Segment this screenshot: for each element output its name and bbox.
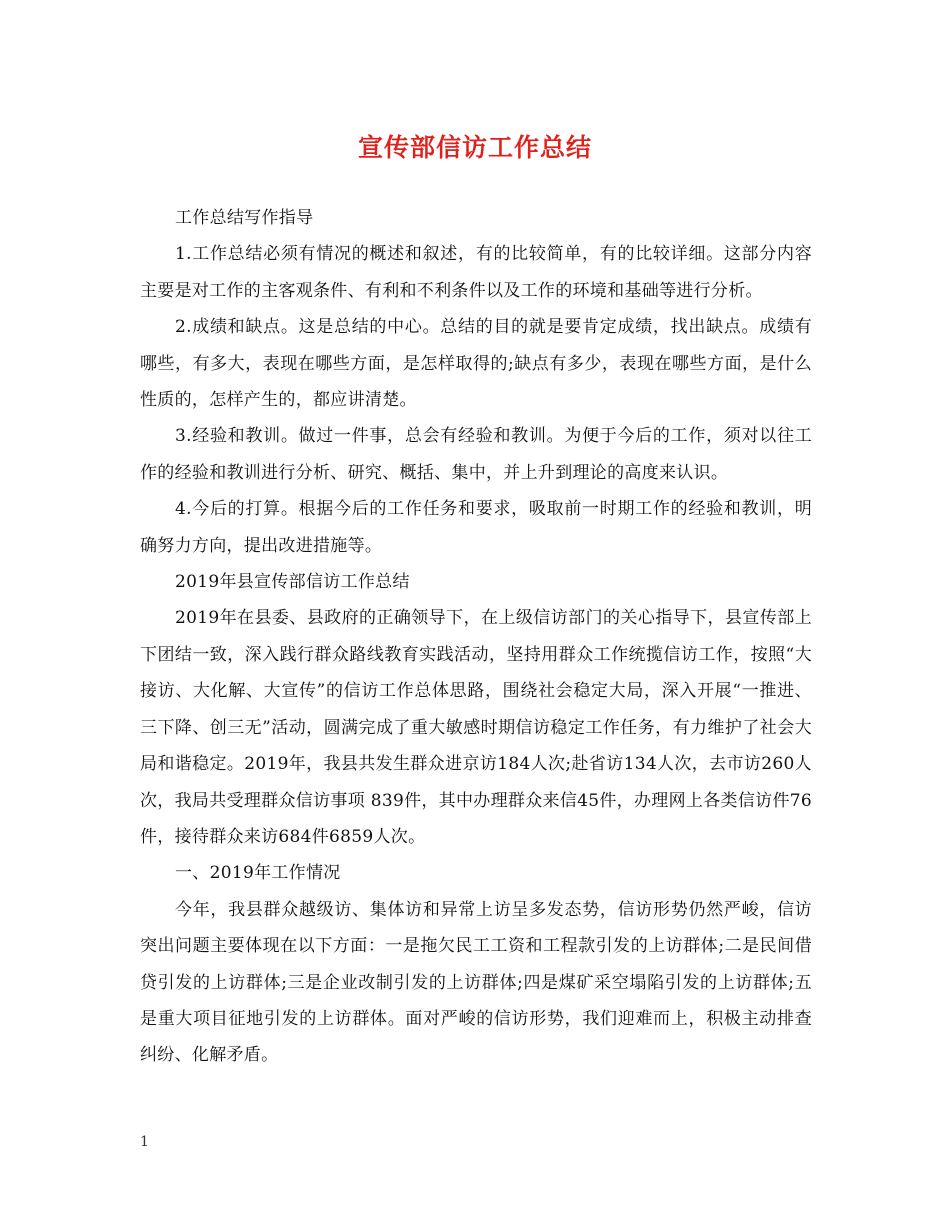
paragraph-guide-3: 3.经验和教训。做过一件事，总会有经验和教训。为便于今后的工作，须对以往工作的经验和教训进行分析、研究、概括、集中，并上升到理论的高度来认识。 xyxy=(140,426,812,483)
paragraph-report-intro: 2019年在县委、县政府的正确领导下，在上级信访部门的关心指导下，县宣传部上下团结一致，深入践行群众路线教育实践活动，坚持用群众工作统揽信访工作，按照“大接访、大化解、大宣传”的信访工作总体思路，围绕社会稳定大局，深入开展“一推进、三下降、创三无”活动，圆满完成了重大敏感时期信访稳定工作任务，有力维护了社会大局和谐稳定。2019年，我县共发生群众进京访184人次;赴省访134人次，去市访260人次，我局共受理群众信访事项 839件，其中办理群众来信45件，办理网上各类信访件76件，接待群众来访684件6859人次。 xyxy=(140,608,812,847)
paragraph-report-heading: 2019年县宣传部信访工作总结 xyxy=(175,572,410,593)
paragraph-guide-heading: 工作总结写作指导 xyxy=(175,208,314,228)
paragraph-guide-1: 1.工作总结必须有情况的概述和叙述，有的比较简单，有的比较详细。这部分内容主要是对工作的主客观条件、有利和不利条件以及工作的环境和基础等进行分析。 xyxy=(140,244,812,301)
page-number: 1 xyxy=(140,1134,149,1150)
document-body xyxy=(140,200,812,1074)
paragraph-guide-4: 4.今后的打算。根据今后的工作任务和要求，吸取前一时期工作的经验和教训，明确努力方向，提出改进措施等。 xyxy=(140,499,812,556)
paragraph-section-body: 今年，我县群众越级访、集体访和异常上访呈多发态势，信访形势仍然严峻，信访突出问题主要体现在以下方面：一是拖欠民工工资和工程款引发的上访群体;二是民间借贷引发的上访群体;三是企业改制引发的上访群体;四是煤矿采空塌陷引发的上访群体;五是重大项目征地引发的上访群体。面对严峻的信访形势，我们迎难而上，积极主动排查纠纷、化解矛盾。 xyxy=(140,899,812,1066)
paragraph-section-heading: 一、2019年工作情况 xyxy=(175,863,341,884)
document-title: 宣传部信访工作总结 xyxy=(357,133,592,162)
paragraph-guide-2: 2.成绩和缺点。这是总结的中心。总结的目的就是要肯定成绩，找出缺点。成绩有哪些，有多大，表现在哪些方面，是怎样取得的;缺点有多少，表现在哪些方面，是什么性质的，怎样产生的，都应讲清楚。 xyxy=(140,317,812,411)
